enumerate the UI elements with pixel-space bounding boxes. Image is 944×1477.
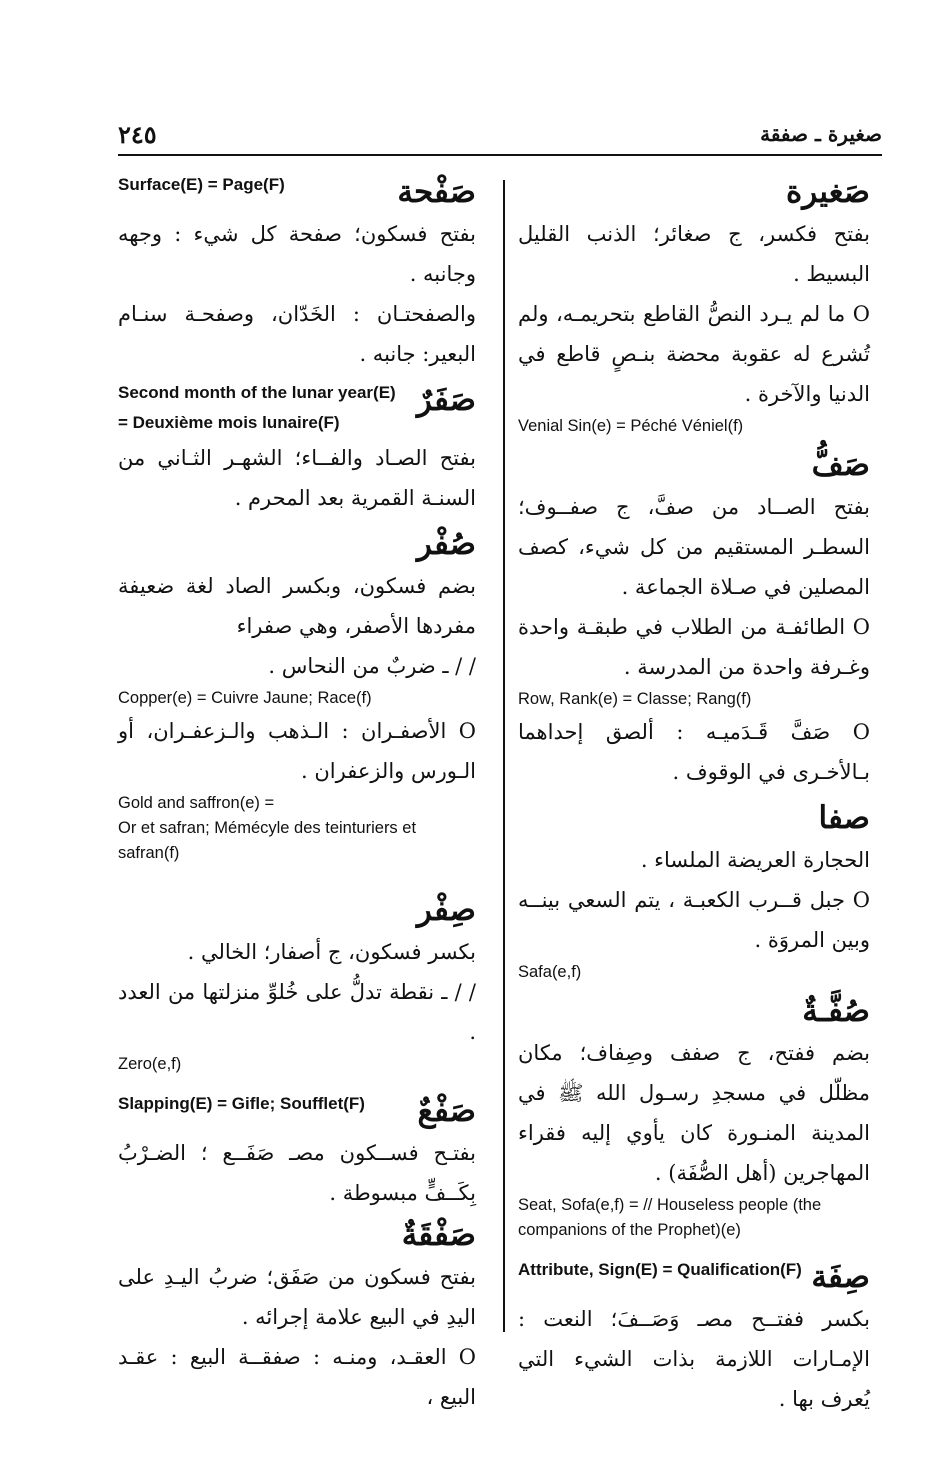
right-column [518,170,870,1419]
translation: Zero(e,f) [118,1055,182,1073]
definition: بفتح الصــاد من صفَّ، ج صفــوف؛ السطـر المستقيم من كل شيء، كصف المصلين في صـلاة الجماعة . [518,495,870,599]
definition: بفتح الصـاد والفــاء؛ الشهـر الثـاني من السنـة القمرية بعد المحرم . [118,446,476,510]
definition: بضم ففتح، ج صفف وصِفاف؛ مكان مظلّل في مسجدِ رسـول الله ﷺ في المدينة المنـورة كان يأوي إليه فقراء المهاجرين (أهل الصُّفَة) . [518,1041,870,1185]
definition: والصفحتـان : الخَدّان، وصفحـة سنـام البعير: جانبه . [118,302,476,366]
headword: صَفْقَةٌ [401,1217,476,1253]
headword: صفا [818,800,870,836]
entry-sifa [518,1255,870,1419]
entry-saff [518,443,870,792]
definition: بفتح فسكون من صَفَق؛ ضربُ اليـدِ على اليدِ في البيع علامة إجرائه . [118,1265,476,1329]
definition: بكسر فسكون، ج أصفار؛ الخالي . [187,940,476,964]
definition: O صَفَّ قَـدَميـه : ألصق إحداهما بـالأخـرى في الوقوف . [518,720,870,784]
definition: O ما لم يـرد النصُّ القاطع بتحريمـه، ولم تُشرع له عقوبة محضة بنـصٍ قاطع في الدنيا والآخرة . [518,302,870,406]
entry-saghira [518,170,870,439]
translation: Copper(e) = Cuivre Jaune; Race(f) [118,689,372,707]
entry-safqa [118,1213,476,1417]
translation: Gold and saffron(e) = [118,794,275,812]
headword: صَفَرٌ [416,382,476,418]
entry-sifr [118,888,476,1077]
entry-saf [118,1089,476,1213]
definition: بضم فسكون، وبكسر الصاد لغة ضعيفة مفردها الأصفر، وهي صفراء [118,574,476,638]
definition: O العقـد، ومنـه : صفقــة البيع : عقـد البيع ، [118,1345,476,1409]
translation-heading: Second month of the lunar year(E) = Deuxième mois lunaire(F) [118,383,396,432]
headword: صَفْحة [397,174,476,210]
headword: صِفَة [811,1259,870,1295]
translation: Venial Sin(e) = Péché Véniel(f) [518,417,744,435]
headword: صَغيرة [786,174,870,210]
entry-safha [118,170,476,374]
headword: صِفْر [416,892,476,928]
left-column [118,170,476,1417]
translation: Seat, Sofa(e,f) = // Houseless people (the companions of the Prophet)(e) [518,1196,822,1239]
definition: / / ـ نقطة تدلُّ على خُلوِّ منزلتها من العدد . [118,980,476,1044]
headword: صَفُّ [811,447,870,483]
definition: الحجارة العريضة الملساء . [640,848,870,872]
headword: صُفْر [416,526,476,562]
definition: O الأصفـران : الـذهب والـزعفـران، أو الـورس والزعفران . [118,719,476,783]
translation: Or et safran; Mémécyle des teinturiers et safran(f) [118,819,417,862]
header-rule [118,154,882,156]
entry-suffa [518,989,870,1243]
entry-sufr [118,522,476,866]
page-number: ٢٤٥ [118,120,157,149]
translation-heading: Attribute, Sign(E) = Qualification(F) [518,1260,802,1279]
definition: بفتح فكسر، ج صغائر؛ الذنب القليل البسيط . [518,222,870,286]
definition: بفتح فسكون؛ صفحة كل شيء : وجهه وجانبه . [118,222,476,286]
headword-range: صغيرة ـ صفقة [760,122,882,146]
entry-safa [518,796,870,985]
definition: O الطائفـة من الطلاب في طبقـة واحدة وغـرفة واحدة من المدرسة . [518,615,870,679]
headword: صَفْعٌ [417,1093,476,1129]
translation-heading: Surface(E) = Page(F) [118,175,285,194]
definition: O جبل قــرب الكعبـة ، يتم السعي بينــه وبين المروَة . [518,888,870,952]
translation: Row, Rank(e) = Classe; Rang(f) [518,690,752,708]
definition: / / ـ ضربٌ من النحاس . [268,654,476,678]
translation: Safa(e,f) [518,963,582,981]
column-divider [503,180,505,1332]
definition: بفتـح فســكون مصـ صَفَــع ؛ الضـرْبُ بِكَــفٍّ مبسوطة . [118,1141,476,1205]
running-header [118,118,882,154]
headword: صُفَّـةٌ [802,993,870,1029]
entry-safar [118,378,476,518]
translation-heading: Slapping(E) = Gifle; Soufflet(F) [118,1094,365,1113]
definition: بكسر ففتــح مصـ وَصَــفَ؛ النعت : الإمـارات اللازمة بذات الشيء التي يُعرف بها . [518,1307,870,1411]
